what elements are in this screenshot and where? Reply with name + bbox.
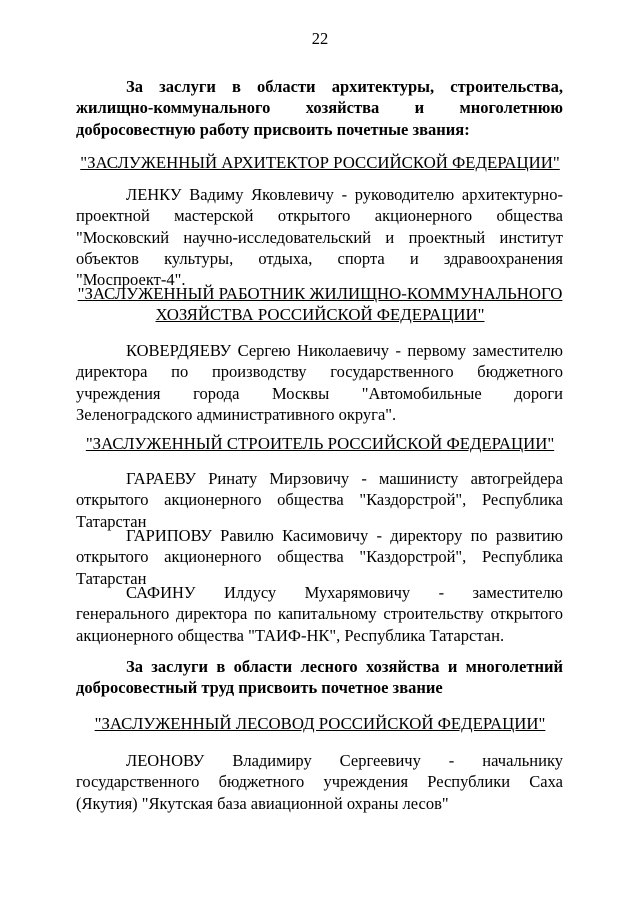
awardee-garipov: ГАРИПОВУ Равилю Касимовичу - директору по развитию открытого акционерного общества "Каздорстрой", Республика Татарстан [76,526,563,588]
title-honored-builder: "ЗАСЛУЖЕННЫЙ СТРОИТЕЛЬ РОССИЙСКОЙ ФЕДЕРАЦИИ" [85,434,555,453]
awardee-leonov: ЛЕОНОВУ Владимиру Сергеевичу - начальнику государственного бюджетного учреждения Республики Саха (Якутия) "Якутская база авиационной охраны лесов" [76,751,563,813]
title-line-1: "ЗАСЛУЖЕННЫЙ РАБОТНИК ЖИЛИЩНО-КОММУНАЛЬНОГО [77,284,563,303]
title-honored-architect: "ЗАСЛУЖЕННЫЙ АРХИТЕКТОР РОССИЙСКОЙ ФЕДЕРАЦИИ" [80,153,560,172]
awardee-garaev: ГАРАЕВУ Ринату Мирзовичу - машинисту автогрейдера открытого акционерного общества "Каздорстрой", Республика Татарстан [76,469,563,531]
awardee-safin: САФИНУ Илдусу Мухарямовичу - заместителю генерального директора по капитальному строительству открытого акционерного общества "ТАИФ-НК", Республика Татарстан. [76,583,563,645]
awardee-koverdyaev: КОВЕРДЯЕВУ Сергею Николаевичу - первому заместителю директора по производству государственного бюджетного учреждения города Москвы "Автомобильные дороги Зеленоградского административного округа". [76,341,563,424]
title-honored-forester: "ЗАСЛУЖЕННЫЙ ЛЕСОВОД РОССИЙСКОЙ ФЕДЕРАЦИИ" [94,714,546,733]
title-line-2: ХОЗЯЙСТВА РОССИЙСКОЙ ФЕДЕРАЦИИ" [155,305,485,325]
award-intro-architecture: За заслуги в области архитектуры, строительства, жилищно-коммунального хозяйства и многолетнюю добросовестную работу присвоить почетные звания: [76,77,563,139]
page-number: 22 [311,29,329,48]
award-intro-forestry: За заслуги в области лесного хозяйства и многолетний добросовестный труд присвоить почетное звание [76,657,563,698]
title-honored-housing-worker [60,283,580,326]
awardee-lenku: ЛЕНКУ Вадиму Яковлевичу - руководителю архитектурно-проектной мастерской открытого акционерного общества "Московский научно-исследовательский и проектный институт объектов культуры, отдыха, спорта и здравоохранения "Моспроект-4". [76,185,563,290]
